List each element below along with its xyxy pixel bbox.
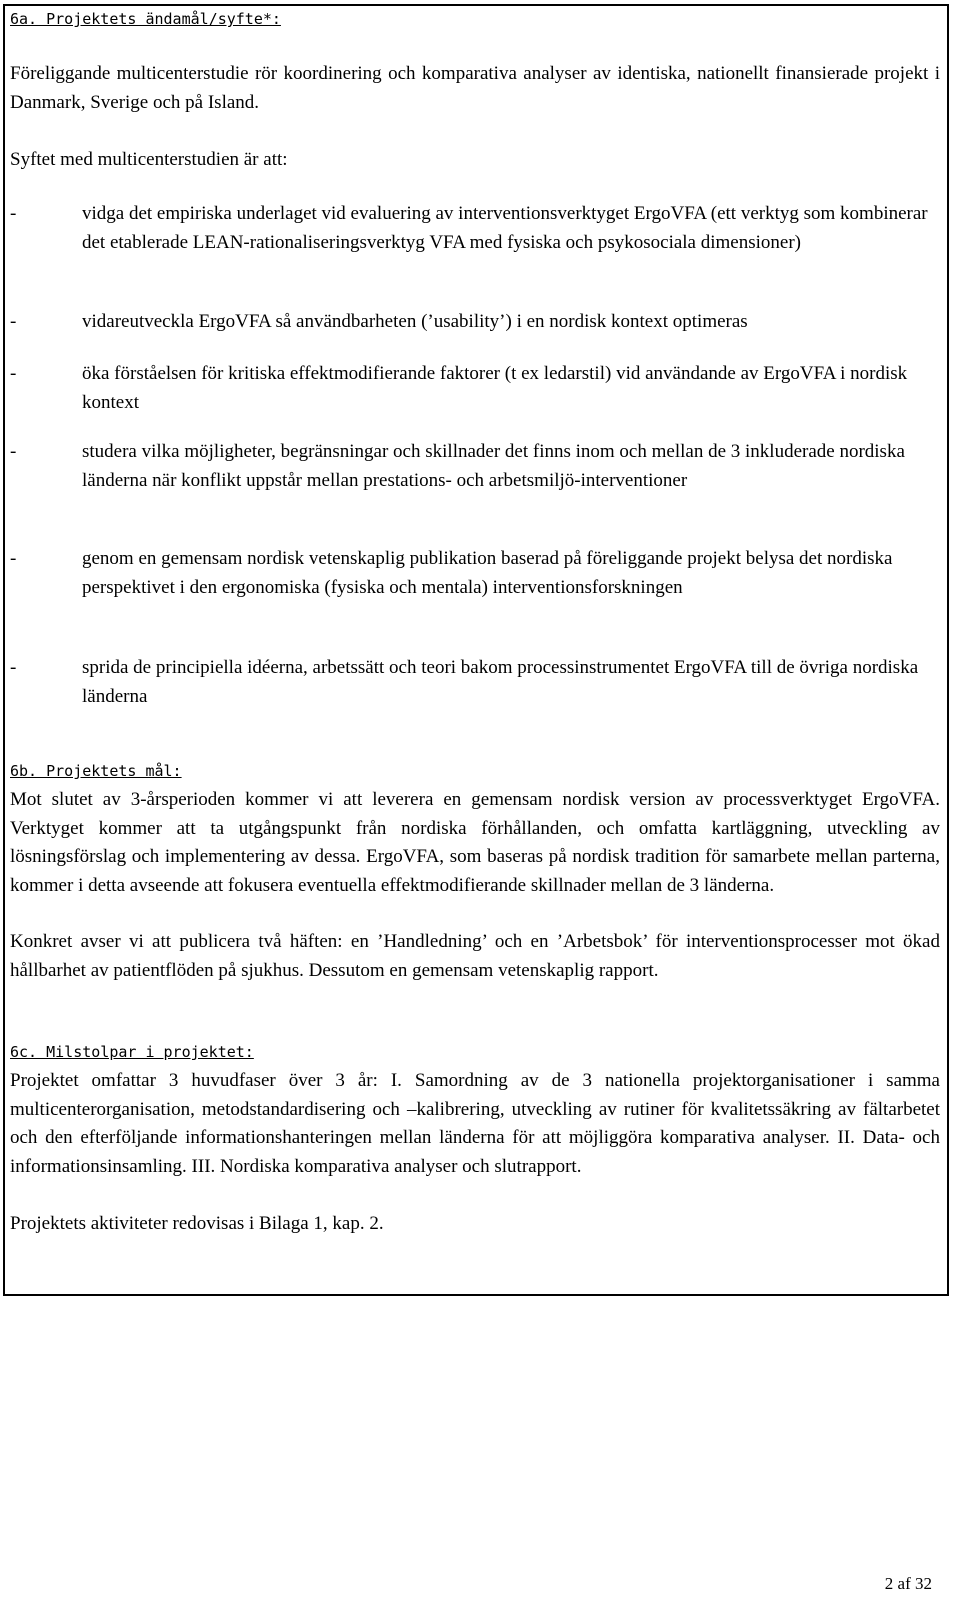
section-c-heading: 6c. Milstolpar i projektet: — [10, 1043, 254, 1061]
section-b-para-2: Konkret avser vi att publicera två häften: en ’Handledning’ och en ’Arbetsbok’ för interventionsprocesser mot ökad hållbarhet av patientflöden på sjukhus. Dessutom en gemensam vetenskaplig rapport. — [10, 931, 940, 981]
section-a-heading: 6a. Projektets ändamål/syfte*: — [10, 10, 281, 28]
section-a-intro: Föreliggande multicenterstudie rör koordinering och komparativa analyser av identiska, nationellt finansierade projekt i Danmark, Sverige och på Island. — [10, 63, 940, 113]
section-c-para-2: Projektets aktiviteter redovisas i Bilaga 1, kap. 2. — [10, 1213, 384, 1234]
section-c-para-1: Projektet omfattar 3 huvudfaser över 3 år: I. Samordning av de 3 nationella projektorganisationer i samma multicenterorganisation, metodstandardisering och –kalibrering, utveckling av rutiner för kvalitetssäkring av fältarbetet och den efterföljande informationshanteringen mellan länderna för att möjliggöra komparativa analyser. II. Data- och informationsinsamling. III. Nordiska komparativa analyser och slutrapport. — [10, 1070, 940, 1177]
page-number: 2 af 32 — [884, 1574, 932, 1593]
section-b-para-1: Mot slutet av 3-årsperioden kommer vi att leverera en gemensam nordisk version av processverktyget ErgoVFA. Verktyget kommer att ta utgångspunkt från nordiska förhållanden, och omfatta kartläggning, utveckling av lösningsförslag och implementering av dessa. ErgoVFA, som baseras på nordisk tradition för samarbete mellan parterna, kommer i detta avseende att fokusera eventuella effektmodifierande skillnader mellan de 3 länderna. — [10, 789, 940, 896]
section-a-lead: Syftet med multicenterstudien är att: — [10, 149, 288, 170]
section-b-heading: 6b. Projektets mål: — [10, 762, 182, 780]
